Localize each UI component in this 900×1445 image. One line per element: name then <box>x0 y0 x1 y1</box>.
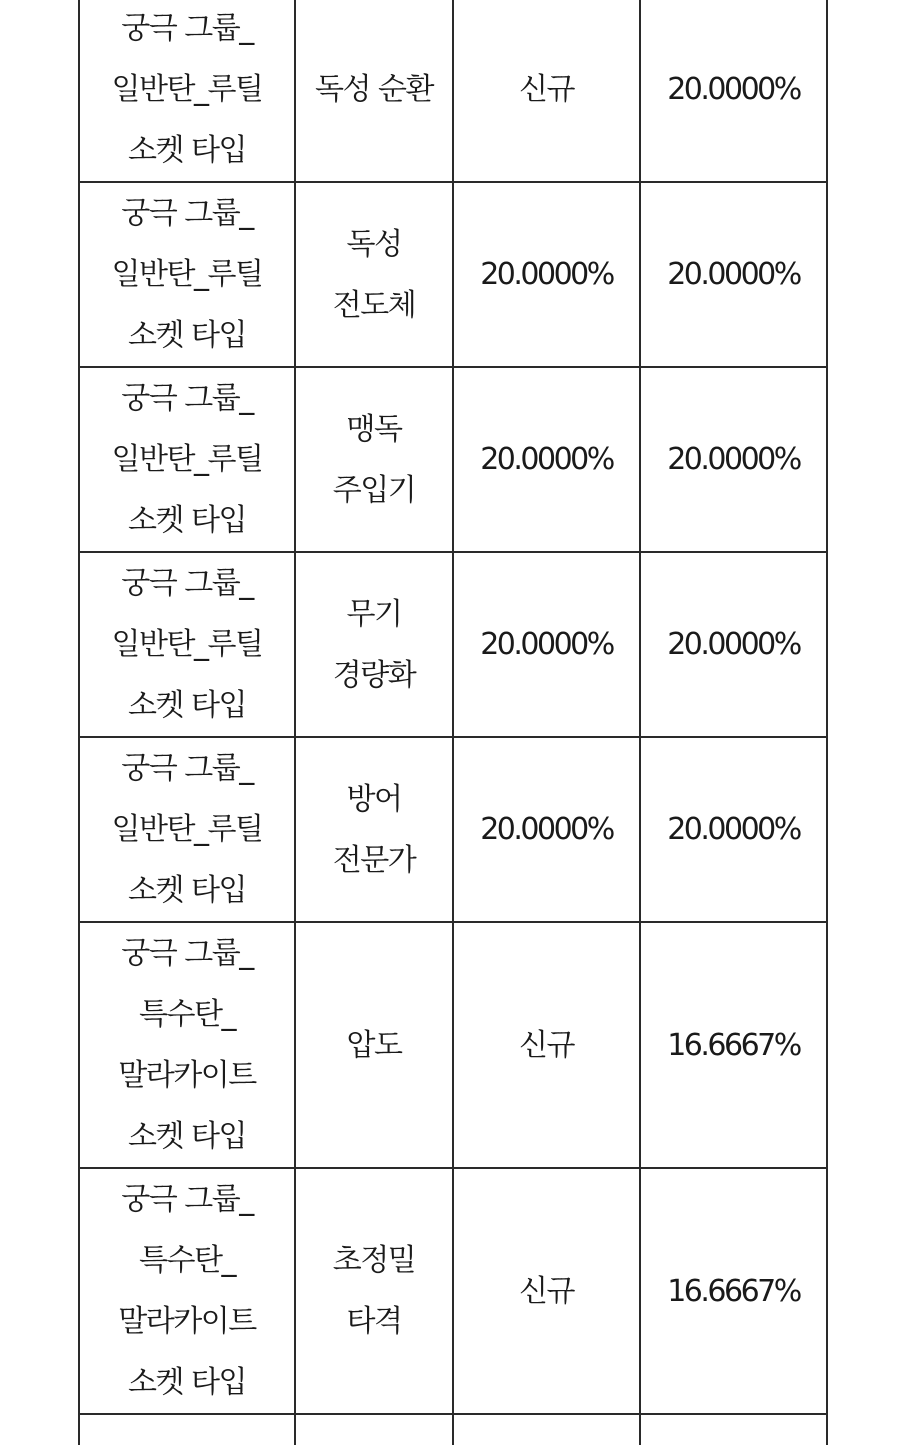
previous-rate-cell: 20.0000% <box>453 367 640 552</box>
current-rate-cell: 20.0000% <box>640 0 827 182</box>
table-row <box>79 182 827 367</box>
table-row-cutoff <box>79 1414 827 1445</box>
table-row <box>79 737 827 922</box>
current-rate-cell: 16.6667% <box>640 922 827 1168</box>
module-name-cell: 독성 순환 <box>295 0 453 182</box>
empty-cell <box>453 1414 640 1445</box>
empty-cell <box>295 1414 453 1445</box>
group-cell: 궁극 그룹_ 일반탄_루틸 소켓 타입 <box>79 552 295 737</box>
previous-rate-cell: 신규 <box>453 922 640 1168</box>
module-name-cell: 압도 <box>295 922 453 1168</box>
probability-table-container <box>78 0 826 1445</box>
module-name-cell: 무기 경량화 <box>295 552 453 737</box>
table-row <box>79 922 827 1168</box>
empty-cell <box>640 1414 827 1445</box>
previous-rate-cell: 신규 <box>453 0 640 182</box>
current-rate-cell: 16.6667% <box>640 1168 827 1414</box>
previous-rate-cell: 20.0000% <box>453 552 640 737</box>
previous-rate-cell: 신규 <box>453 1168 640 1414</box>
previous-rate-cell: 20.0000% <box>453 737 640 922</box>
current-rate-cell: 20.0000% <box>640 182 827 367</box>
table-row <box>79 1168 827 1414</box>
table-row <box>79 367 827 552</box>
group-cell: 궁극 그룹_ 일반탄_루틸 소켓 타입 <box>79 737 295 922</box>
probability-table <box>78 0 828 1445</box>
table-row <box>79 552 827 737</box>
current-rate-cell: 20.0000% <box>640 552 827 737</box>
module-name-cell: 방어 전문가 <box>295 737 453 922</box>
current-rate-cell: 20.0000% <box>640 367 827 552</box>
group-cell: 궁극 그룹_ 일반탄_루틸 소켓 타입 <box>79 367 295 552</box>
group-cell: 궁극 그룹_ 특수탄_ 말라카이트 소켓 타입 <box>79 1168 295 1414</box>
group-cell: 궁극 그룹_ 일반탄_루틸 소켓 타입 <box>79 0 295 182</box>
group-cell: 궁극 그룹_ 특수탄_ 말라카이트 소켓 타입 <box>79 922 295 1168</box>
current-rate-cell: 20.0000% <box>640 737 827 922</box>
group-cell: 궁극 그룹_ 일반탄_루틸 소켓 타입 <box>79 182 295 367</box>
table-row <box>79 0 827 182</box>
module-name-cell: 독성 전도체 <box>295 182 453 367</box>
previous-rate-cell: 20.0000% <box>453 182 640 367</box>
module-name-cell: 맹독 주입기 <box>295 367 453 552</box>
module-name-cell: 초정밀 타격 <box>295 1168 453 1414</box>
empty-cell <box>79 1414 295 1445</box>
